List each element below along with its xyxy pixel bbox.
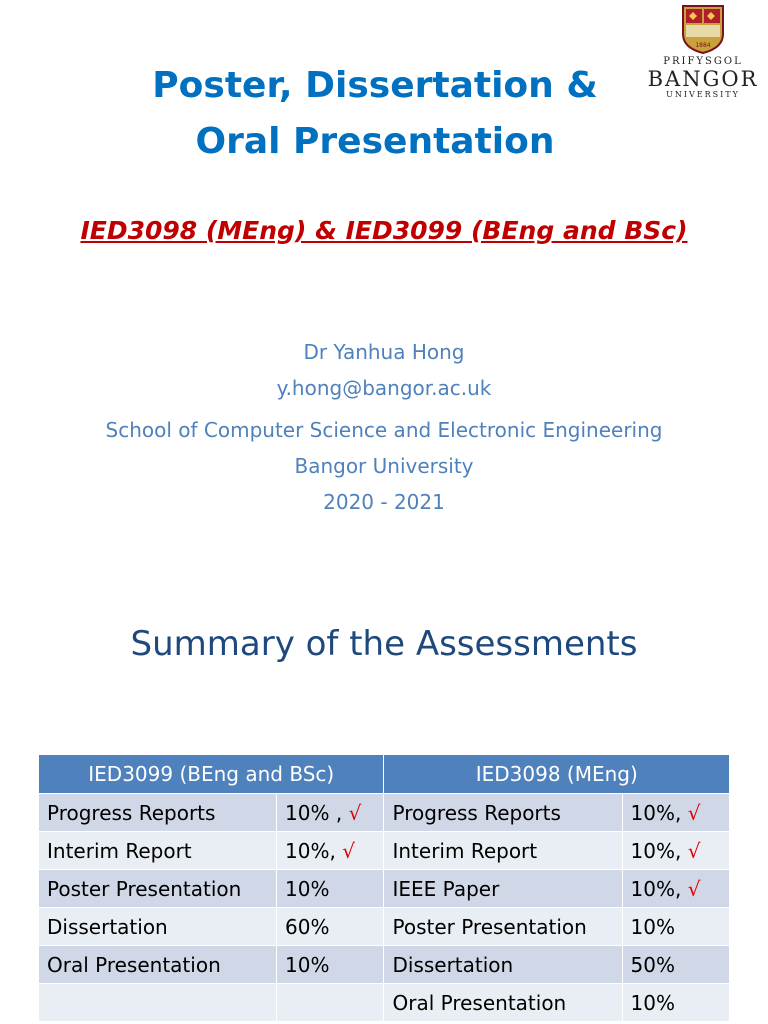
academic-year: 2020 - 2021: [323, 490, 445, 514]
weight-value: 10%: [630, 990, 675, 1015]
title-line-1: Poster, Dissertation &: [152, 65, 598, 106]
left-assessment-name: Dissertation: [39, 908, 277, 946]
weight-value: 10%: [285, 952, 330, 977]
logo-university: UNIVERSITY: [666, 90, 740, 99]
table-row: [39, 870, 730, 908]
left-assessment-name: [39, 984, 277, 1022]
logo-prifysgol: PRIFYSGOL: [663, 56, 743, 67]
weight-value: 10%,: [630, 838, 682, 863]
bangor-university-logo: [640, 4, 766, 104]
left-assessment-name: Progress Reports: [39, 794, 277, 832]
author-info: [0, 334, 768, 520]
author-email: y.hong@bangor.ac.uk: [276, 376, 492, 400]
right-assessment-name: Dissertation: [384, 946, 622, 984]
school-name: School of Computer Science and Electronic Engineering: [105, 418, 663, 442]
slide-title: [80, 58, 670, 170]
check-mark-icon: √: [687, 800, 701, 825]
right-assessment-weight: [622, 794, 729, 832]
right-assessment-name: Interim Report: [384, 832, 622, 870]
left-assessment-name: Oral Presentation: [39, 946, 277, 984]
weight-value: 50%: [630, 952, 675, 977]
table-row: [39, 832, 730, 870]
weight-value: 10%: [285, 876, 330, 901]
check-mark-icon: √: [342, 838, 355, 863]
check-mark-icon: √: [687, 876, 701, 901]
left-assessment-weight: [277, 908, 384, 946]
table-row: [39, 946, 730, 984]
table-row: [39, 794, 730, 832]
logo-bangor: BANGOR: [647, 67, 759, 91]
table-row: [39, 984, 730, 1022]
title-line-2: Oral Presentation: [195, 121, 555, 162]
weight-value: 10%: [630, 914, 675, 939]
table-row: [39, 908, 730, 946]
author-name: Dr Yanhua Hong: [303, 340, 465, 364]
check-mark-icon: √: [687, 838, 701, 863]
weight-value: 10%,: [285, 838, 336, 863]
left-assessment-weight: [277, 794, 384, 832]
university-crest-icon: [680, 4, 726, 54]
right-assessment-name: Oral Presentation: [384, 984, 622, 1022]
table-header-row: [39, 755, 730, 794]
course-codes-subtitle: IED3098 (MEng) & IED3099 (BEng and BSc): [80, 216, 688, 245]
weight-value: 60%: [285, 914, 330, 939]
right-assessment-name: Poster Presentation: [384, 908, 622, 946]
left-assessment-name: Interim Report: [39, 832, 277, 870]
summary-slide: [0, 580, 768, 1024]
left-assessment-weight: [277, 946, 384, 984]
right-assessment-weight: [622, 946, 729, 984]
left-assessment-weight: [277, 832, 384, 870]
right-assessment-name: IEEE Paper: [384, 870, 622, 908]
right-assessment-weight: [622, 870, 729, 908]
header-ied3098: IED3098 (MEng): [384, 755, 730, 794]
assessment-table: [38, 754, 730, 1022]
crest-year: 1884: [695, 42, 711, 49]
weight-value: 10% ,: [285, 800, 343, 825]
weight-value: 10%,: [630, 800, 682, 825]
header-ied3099: IED3099 (BEng and BSc): [39, 755, 384, 794]
university-name: Bangor University: [294, 454, 474, 478]
weight-value: 10%,: [630, 876, 682, 901]
right-assessment-weight: [622, 832, 729, 870]
left-assessment-name: Poster Presentation: [39, 870, 277, 908]
right-assessment-weight: [622, 908, 729, 946]
right-assessment-weight: [622, 984, 729, 1022]
summary-title: Summary of the Assessments: [130, 624, 638, 664]
left-assessment-weight: [277, 984, 384, 1022]
left-assessment-weight: [277, 870, 384, 908]
right-assessment-name: Progress Reports: [384, 794, 622, 832]
check-mark-icon: √: [348, 800, 362, 825]
